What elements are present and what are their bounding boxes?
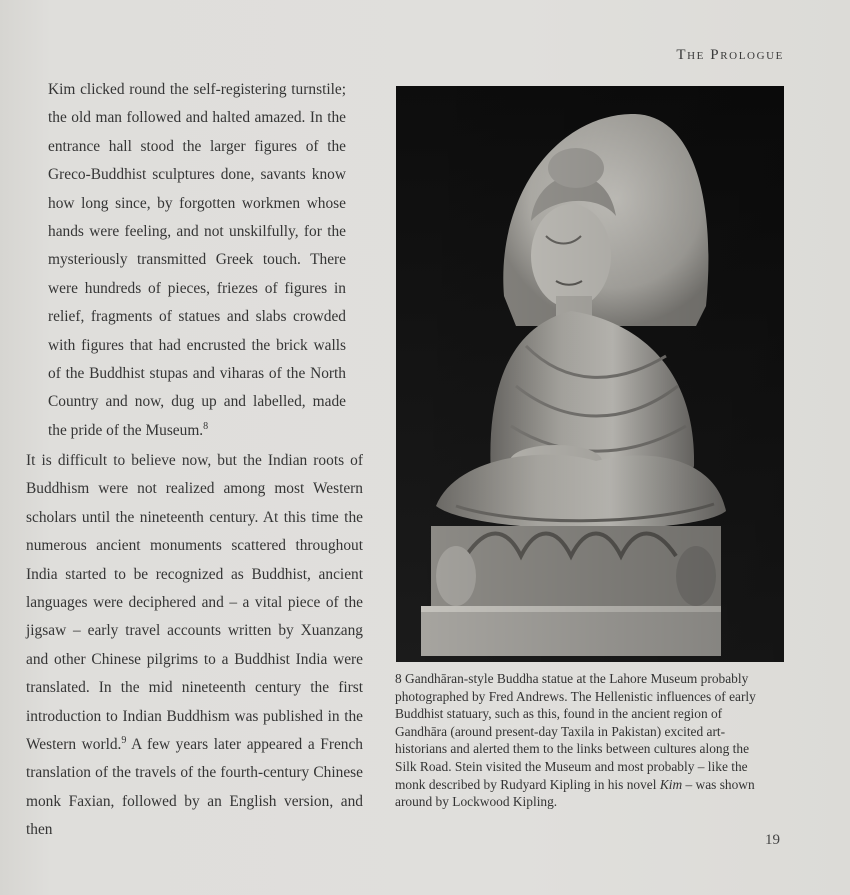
footnote-ref-8: 8 (203, 420, 209, 432)
body-text-part2: A few years later appeared a French translation of the travels of the fourth-century Chinese monk Faxian, followed by an English version, and then (26, 736, 363, 839)
buddha-photograph (396, 86, 784, 662)
caption-novel-title: Kim (659, 776, 683, 792)
caption-text-part2: – was shown around by Lockwood Kipling. (395, 776, 755, 810)
quote-text: Kim clicked round the self-registering turnstile; the old man followed and halted amazed. In the entrance hall stood the larger figures of the Greco-Buddhist sculptures done, savants know how long since, by forgotten workmen whose hands were feeling, and not unskilfully, for the mysteriously transmitted Greek touch. There were hundreds of pieces, friezes of figures in relief, fragments of statues and slabs crowded with figures that had encrusted the brick walls of the Buddhist stupas and viharas of the North Country and now, dug up and labelled, made the pride of the Museum. (48, 81, 346, 439)
caption-text-part1: Gandhāran-style Buddha statue at the Lahore Museum probably photographed by Fred Andrews. The Hellenistic influences of early Buddhist statuary, such as this, found in the ancient region of Gandhāra (around present-day Taxila in Pakistan) excited art-historians and alerted them to the links between cultures along the Silk Road. Stein visited the Museum and most probably – like the monk described by Rudyard Kipling in his novel (395, 671, 756, 792)
figure-number: 8 (395, 671, 402, 686)
figure-caption (395, 670, 770, 811)
footnote-ref-9: 9 (121, 735, 127, 747)
page-number: 19 (765, 832, 780, 848)
body-paragraph (26, 447, 363, 845)
kipling-quote (48, 76, 346, 445)
body-text-part1: It is difficult to believe now, but the Indian roots of Buddhism were not realized among most Western scholars until the nineteenth century. At this time the numerous ancient monuments scattered throughout India started to be recognized as Buddhist, ancient languages were deciphered and – a vital piece of the jigsaw – early travel accounts written by Xuanzang and other Chinese pilgrims to a Buddhist India were translated. In the mid nineteenth century the first introduction to Indian Buddhism was published in the Western world. (26, 452, 363, 754)
running-head: The Prologue (676, 47, 784, 63)
